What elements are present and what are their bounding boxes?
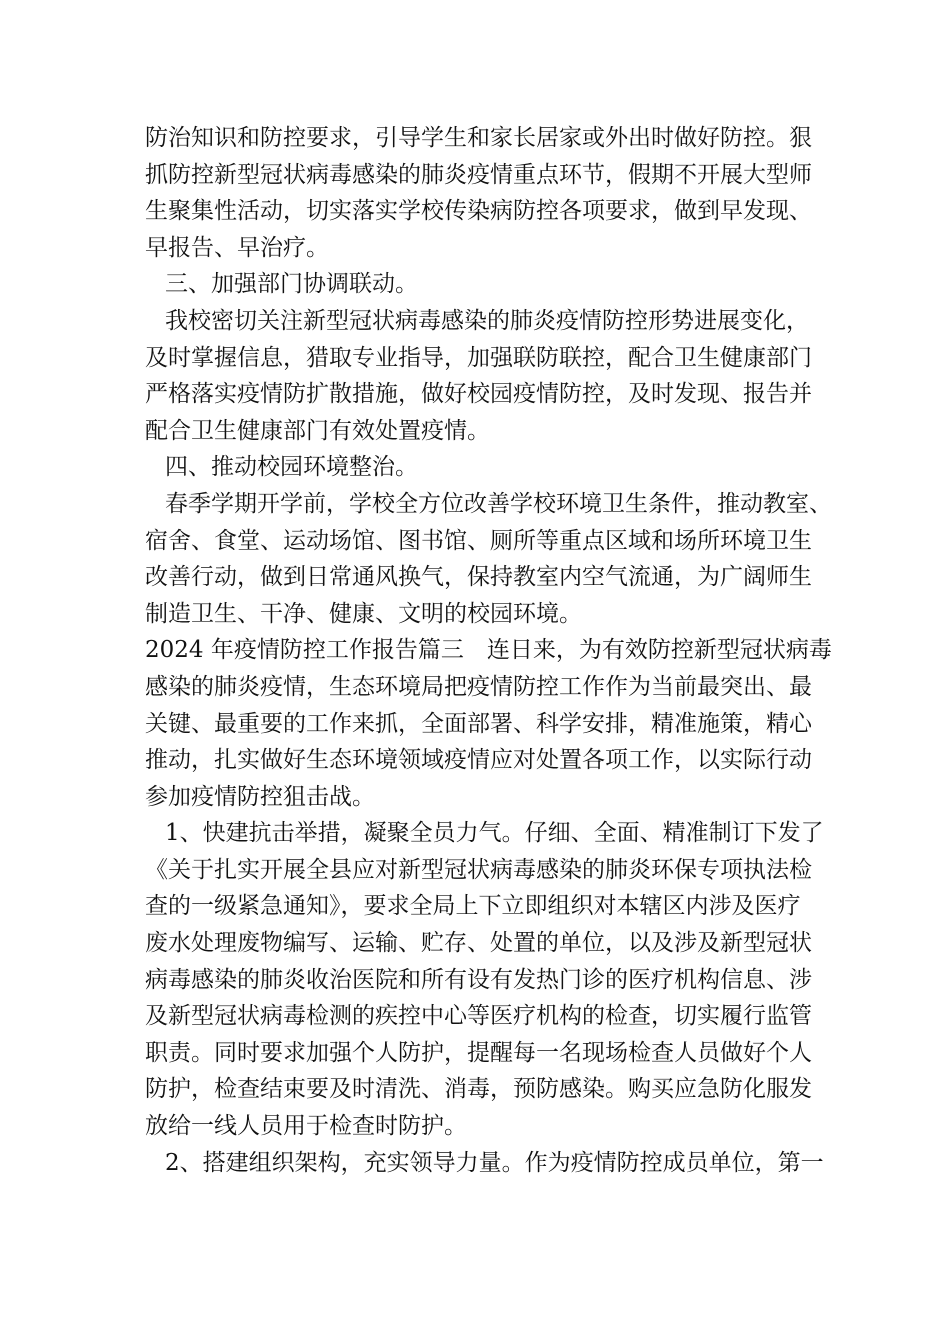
text-line: 三、加强部门协调联动。 [165,271,418,298]
text-line: 生聚集性活动，切实落实学校传染病防控各项要求，做到早发现、 [145,198,812,225]
text-line: 病毒感染的肺炎收治医院和所有设有发热门诊的医疗机构信息、涉 [145,966,812,993]
text-line: 查的一级紧急通知》，要求全局上下立即组织对本辖区内涉及医疗 [145,893,801,920]
text-line: 及新型冠状病毒检测的疾控中心等医疗机构的检查，切实履行监管 [145,1003,812,1030]
text-line: 防护，检查结束要及时清洗、消毒，预防感染。购买应急防化服发 [145,1076,812,1103]
text-line: 参加疫情防控狙击战。 [145,783,375,810]
text-line: 制造卫生、干净、健康、文明的校园环境。 [145,600,582,627]
text-line: 我校密切关注新型冠状病毒感染的肺炎疫情防控形势进展变化， [165,307,809,334]
text-line: 配合卫生健康部门有效处置疫情。 [145,417,490,444]
text-line: 及时掌握信息，猎取专业指导，加强联防联控，配合卫生健康部门 [145,344,812,371]
text-line: 早报告、早治疗。 [145,234,329,261]
text-line: 抓防控新型冠状病毒感染的肺炎疫情重点环节，假期不开展大型师 [145,161,812,188]
text-line: 职责。同时要求加强个人防护，提醒每一名现场检查人员做好个人 [145,1039,812,1066]
text-line: 2、搭建组织架构，充实领导力量。作为疫情防控成员单位，第一 [165,1149,824,1176]
text-line: 推动，扎实做好生态环境领域疫情应对处置各项工作，以实际行动 [145,747,812,774]
text-line: 废水处理废物编写、运输、贮存、处置的单位，以及涉及新型冠状 [145,930,812,957]
text-line: 改善行动，做到日常通风换气，保持教室内空气流通，为广阔师生 [145,564,812,591]
text-line: 春季学期开学前，学校全方位改善学校环境卫生条件，推动教室、 [165,490,832,517]
document-body [145,120,835,1181]
text-line: 四、推动校园环境整治。 [165,454,418,481]
text-line: 关键、最重要的工作来抓，全面部署、科学安排，精准施策，精心 [145,710,812,737]
text-line: 宿舍、食堂、运动场馆、图书馆、厕所等重点区域和场所环境卫生 [145,527,812,554]
text-line: 放给一线人员用于检查时防护。 [145,1113,467,1140]
text-line: 感染的肺炎疫情，生态环境局把疫情防控工作作为当前最突出、最 [145,673,812,700]
text-line: 1、快建抗击举措，凝聚全员力气。仔细、全面、精准制订下发了 [165,820,824,847]
text-line: 防治知识和防控要求，引导学生和家长居家或外出时做好防控。狠 [145,125,812,151]
text-line: 严格落实疫情防扩散措施，做好校园疫情防控，及时发现、报告并 [145,381,812,408]
text-line: 2024 年疫情防控工作报告篇三 连日来，为有效防控新型冠状病毒 [145,637,832,664]
text-line: 《关于扎实开展全县应对新型冠状病毒感染的肺炎环保专项执法检 [145,856,812,883]
